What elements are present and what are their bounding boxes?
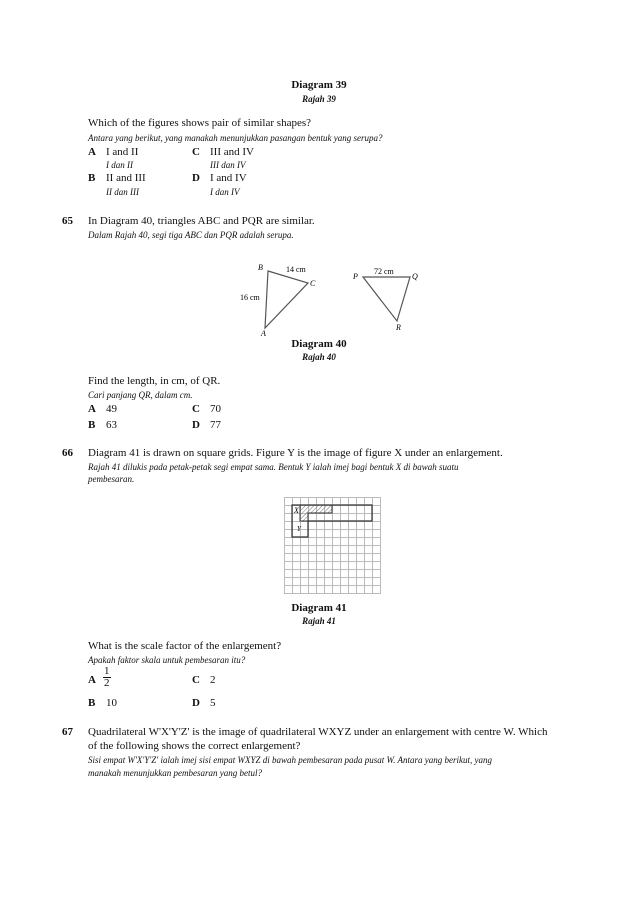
label-a: A: [261, 329, 266, 338]
triangle-pqr: [363, 277, 410, 321]
q65-option-a: 49: [106, 403, 117, 415]
label-pq-length: 72 cm: [374, 267, 394, 276]
diagram-40-triangles: [230, 258, 430, 338]
q64-option-c-ms: III dan IV: [210, 160, 246, 170]
q66-ask: What is the scale factor of the enlargement?: [88, 640, 282, 652]
figure-x-label: X: [294, 506, 299, 515]
q64-option-b-letter: B: [88, 172, 96, 184]
q64-question-ms: Antara yang berikut, yang manakah menunjukkan pasangan bentuk yang serupa?: [88, 133, 383, 143]
q65-question: In Diagram 40, triangles ABC and PQR are similar.: [88, 215, 315, 227]
q64-option-c-letter: C: [192, 146, 200, 158]
q65-option-b-letter: B: [88, 419, 96, 431]
q65-option-b: 63: [106, 419, 117, 431]
label-bc-length: 14 cm: [286, 265, 306, 274]
q66-option-a-letter: A: [88, 674, 96, 686]
triangle-abc: [265, 271, 308, 328]
q64-option-a: I and II: [106, 146, 139, 158]
q64-option-a-ms: I dan II: [106, 160, 133, 170]
q66-option-d: 5: [210, 697, 216, 709]
q66-option-c-letter: C: [192, 674, 200, 686]
label-b: B: [258, 263, 263, 272]
fraction-denominator: 2: [104, 677, 110, 689]
label-c: C: [310, 279, 316, 288]
diagram-41-caption-ms: Rajah 41: [302, 616, 336, 626]
q66-option-a-fraction: [103, 666, 111, 689]
label-p: P: [353, 272, 358, 281]
q64-option-d-ms: I dan IV: [210, 187, 240, 197]
label-r: R: [396, 323, 401, 332]
q65-find: Find the length, in cm, of QR.: [88, 375, 221, 387]
q64-option-b-ms: II dan III: [106, 187, 139, 197]
label-q: Q: [412, 272, 418, 281]
diagram-40-caption-ms: Rajah 40: [302, 352, 336, 362]
q66-question: Diagram 41 is drawn on square grids. Figure Y is the image of figure X under an enlargement.: [88, 447, 503, 459]
q65-find-ms: Cari panjang QR, dalam cm.: [88, 390, 193, 400]
diagram-39-caption: Diagram 39: [291, 79, 347, 91]
q65-number: 65: [62, 215, 73, 227]
q67-question-line2: of the following shows the correct enlargement?: [88, 740, 301, 752]
label-ab-length: 16 cm: [240, 293, 260, 302]
fraction-numerator: 1: [104, 665, 110, 677]
q65-option-d: 77: [210, 419, 221, 431]
q66-ask-ms: Apakah faktor skala untuk pembesaran itu?: [88, 655, 246, 665]
diagram-41-grid: [284, 497, 381, 594]
diagram-39-caption-ms: Rajah 39: [302, 94, 336, 104]
figure-y-label: Y: [297, 525, 301, 533]
diagram-40-caption: Diagram 40: [291, 338, 347, 350]
q64-option-d: I and IV: [210, 172, 247, 184]
q67-question-ms-line1: Sisi empat W'X'Y'Z' ialah imej sisi empat WXYZ di bawah pembesaran pada pusat W. Antara yang berikut, yang: [88, 755, 492, 765]
q65-question-ms: Dalam Rajah 40, segi tiga ABC dan PQR adalah serupa.: [88, 230, 294, 240]
q66-number: 66: [62, 447, 73, 459]
q66-option-d-letter: D: [192, 697, 200, 709]
figure-x: [300, 505, 332, 521]
q64-option-b: II and III: [106, 172, 146, 184]
q64-option-c: III and IV: [210, 146, 254, 158]
q64-question: Which of the figures shows pair of similar shapes?: [88, 117, 311, 129]
q65-option-d-letter: D: [192, 419, 200, 431]
diagram-41-caption: Diagram 41: [291, 602, 347, 614]
q65-option-a-letter: A: [88, 403, 96, 415]
q66-question-ms-line2: pembesaran.: [88, 474, 135, 484]
q67-question-ms-line2: manakah menunjukkan pembesaran yang betul?: [88, 768, 262, 778]
diagram-41-figures: [284, 497, 381, 594]
q66-option-c: 2: [210, 674, 216, 686]
q65-option-c-letter: C: [192, 403, 200, 415]
q64-option-a-letter: A: [88, 146, 96, 158]
q64-option-d-letter: D: [192, 172, 200, 184]
q67-number: 67: [62, 726, 73, 738]
q67-question-line1: Quadrilateral W'X'Y'Z' is the image of quadrilateral WXYZ under an enlargement with centre W. Which: [88, 726, 548, 738]
q65-option-c: 70: [210, 403, 221, 415]
q66-option-b-letter: B: [88, 697, 96, 709]
q66-question-ms-line1: Rajah 41 dilukis pada petak-petak segi empat sama. Bentuk Y ialah imej bagi bentuk X di bawah suatu: [88, 462, 459, 472]
q66-option-b: 10: [106, 697, 117, 709]
